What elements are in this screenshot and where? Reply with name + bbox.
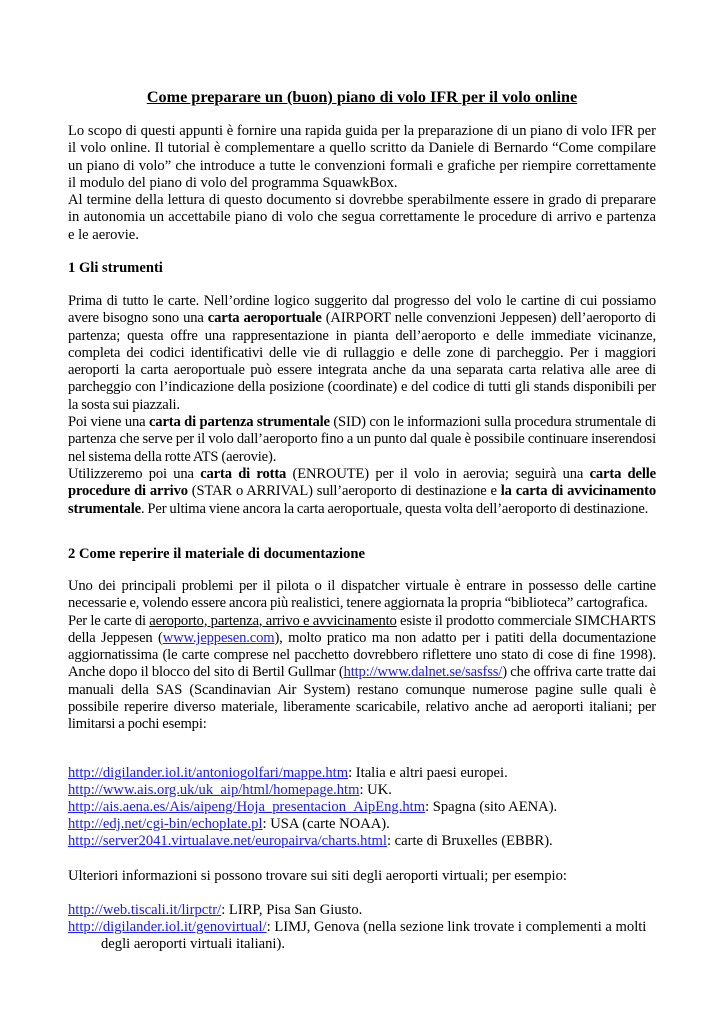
- link-ais-uk[interactable]: http://www.ais.org.uk/uk_aip/html/homepage.htm: [68, 782, 360, 798]
- link-dalnet[interactable]: http://www.dalnet.se/sasfss/: [343, 664, 503, 681]
- link-aena[interactable]: http://ais.aena.es/Ais/aipeng/Hoja_presentacion_AipEng.htm: [68, 799, 426, 815]
- documentazione-paragraph: Uno dei principali problemi per il pilota o il dispatcher virtuale è entrare in possesso delle cartine necessarie e, volendo essere ancora più realistici, tenere aggiornata la propria “biblioteca” cartografica. Per le carte di aeroporto, partenza, arrivo e avvicinamento esiste il prodotto commerciale SIMCHARTS della Jeppesen (www.jeppesen.com), molto pratico ma non adatto per i patiti della documentazione aggiornatissima (le carte comprese nel pacchetto dovrebbero riflettere uno stato di cose di fine 1998). Anche dopo il blocco del sito di Bertil Gullmar (http://www.dalnet.se/sasfss/) che offriva carte tratte dai manuali della SAS (Scandinavian Air System) restano comunque numerose pagine sulle quali è possibile reperire diverso materiale, liberamente scaricabile, relativo anche ad aeroporti italiani; per limitarsi a pochi esempi:: [68, 578, 657, 733]
- link-list-item: http://edj.net/cgi-bin/echoplate.pl: USA (carte NOAA).: [68, 816, 390, 832]
- link-list-item: http://digilander.iol.it/antoniogolfari/mappe.htm: Italia e altri paesi europei.: [68, 765, 508, 781]
- term-carta-aeroportuale: carta aeroportuale: [207, 310, 322, 327]
- link-list-item: http://ais.aena.es/Ais/aipeng/Hoja_presentacion_AipEng.htm: Spagna (sito AENA).: [68, 799, 558, 815]
- link-list-item: http://digilander.iol.it/genovirtual/: LIMJ, Genova (nella sezione link trovate i complementi a molti degli aeroporti virtuali italiani).: [68, 919, 647, 953]
- link-genovirtual[interactable]: http://digilander.iol.it/genovirtual/: [68, 919, 267, 935]
- link-jeppesen[interactable]: www.jeppesen.com: [162, 629, 275, 646]
- link-list-item: http://web.tiscali.it/lirpctr/: LIRP, Pisa San Giusto.: [68, 902, 363, 918]
- intro-paragraph: Lo scopo di questi appunti è fornire una rapida guida per la preparazione di un piano di volo IFR per il volo online. Il tutorial è complementare a quello scritto da Daniele di Bernardo “Come compilare un piano di volo” che introduce a tutte le convenzioni formali e grafiche per riempire correttamente il modulo del piano di volo del programma SquawkBox. Al termine della lettura di questo documento si dovrebbe sperabilmente essere in grado di preparare in autonomia un accettabile piano di volo che segua correttamente le procedure di arrivo e partenza e le aerovie.: [68, 123, 656, 243]
- link-europairva[interactable]: http://server2041.virtualave.net/europairva/charts.html: [68, 833, 387, 849]
- strumenti-paragraph: Prima di tutto le carte. Nell’ordine logico suggerito dal progresso del volo le cartine di cui possiamo avere bisogno sono una carta aeroportuale (AIRPORT nelle convenzioni Jeppesen) dell’aeroporto di partenza; questa offre una rappresentazione in pianta dell’aeroporto e delle immediate vicinanze, completa dei codici identificativi delle vie di rullaggio e delle zone di parcheggio. Per i maggiori aeroporti la carta aeroportuale può essere integrata anche da una separata carta relativa alle aree di parcheggio con l’indicazione della posizione (coordinate) e del codice di tutti gli stands disponibili per la sosta sui piazzali. Poi viene una carta di partenza strumentale (SID) con le informazioni sulla procedura strumentale di partenza che serve per il volo dall’aeroporto fino a un punto dal quale è possibile continuare inserendosi nel sistema della rotte ATS (aerovie). Utilizzeremo poi una carta di rotta (ENROUTE) per il volo in aerovia; seguirà una carta delle procedure di arrivo (STAR o ARRIVAL) sull’aeroporto di destinazione e la carta di avvicinamento strumentale. Per ultima viene ancora la carta aeroportuale, questa volta dell’aeroporto di destinazione.: [68, 293, 656, 517]
- section-heading-strumenti: 1 Gli strumenti: [68, 260, 163, 276]
- term-carta-rotta: carta di rotta: [200, 465, 287, 482]
- term-carta-partenza: carta di partenza strumentale: [148, 414, 330, 431]
- link-list-item: http://www.ais.org.uk/uk_aip/html/homepage.htm: UK.: [68, 782, 392, 798]
- link-list-item: http://server2041.virtualave.net/europairva/charts.html: carte di Bruxelles (EBBR).: [68, 833, 553, 849]
- term-carta-arrivo: carta delle procedure di arrivo: [68, 465, 656, 500]
- term-carta-avvicinamento: la carta di avvicinamento strumentale: [68, 483, 656, 517]
- document-title: Come preparare un (buon) piano di volo IFR per il volo online: [146, 88, 578, 106]
- link-lirpctr[interactable]: http://web.tiscali.it/lirpctr/: [68, 902, 222, 918]
- aeroporti-virtuali-paragraph: Ulteriori informazioni si possono trovare sui siti degli aeroporti virtuali; per esempio:: [68, 868, 567, 884]
- section-heading-documentazione: 2 Come reperire il materiale di documentazione: [68, 546, 365, 562]
- link-digilander-mappe[interactable]: http://digilander.iol.it/antoniogolfari/mappe.htm: [68, 765, 349, 781]
- link-edj[interactable]: http://edj.net/cgi-bin/echoplate.pl: [68, 816, 263, 832]
